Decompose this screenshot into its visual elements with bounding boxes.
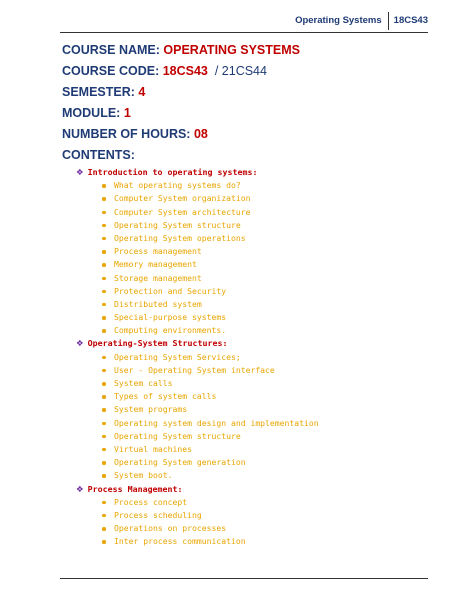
bullet-icon: [102, 461, 106, 465]
header-title: Operating Systems: [295, 15, 382, 26]
list-item-text: Operating System structure: [114, 430, 241, 441]
section-title: Process Management:: [87, 483, 183, 494]
list-item: [76, 298, 319, 311]
module-label: MODULE:: [62, 106, 124, 120]
hours-row: [62, 124, 300, 145]
semester-value: 4: [138, 85, 146, 99]
list-item: [76, 311, 319, 324]
list-item-text: Operating System operations: [114, 232, 246, 243]
bullet-icon: [102, 237, 106, 241]
module-row: [62, 103, 300, 124]
bullet-icon: [102, 316, 106, 320]
course-name-value: OPERATING SYSTEMS: [163, 43, 300, 57]
list-item-text: Operating System structure: [114, 219, 241, 230]
list-item: [76, 324, 319, 337]
course-code-value: 18CS43: [162, 64, 208, 78]
contents-heading: [62, 145, 300, 166]
bullet-icon: [102, 527, 106, 531]
course-meta: [62, 40, 300, 166]
topic-list: [76, 496, 319, 549]
contents-list: [76, 166, 319, 548]
topic-list: [76, 351, 319, 483]
list-item-text: Operations on processes: [114, 523, 227, 534]
bullet-icon: [102, 514, 106, 518]
bullet-icon: [102, 356, 106, 360]
list-item: [76, 179, 319, 192]
list-item: [76, 522, 319, 535]
list-item-text: Virtual machines: [114, 443, 192, 454]
bullet-icon: [102, 211, 106, 215]
course-name-label: COURSE NAME:: [62, 43, 164, 57]
bullet-icon: [102, 197, 106, 201]
bullet-icon: [102, 263, 106, 267]
list-item: [76, 285, 319, 298]
list-item-text: Computer System organization: [114, 193, 251, 204]
list-item-text: Process concept: [114, 496, 188, 507]
list-item: [76, 364, 319, 377]
list-item-text: Memory management: [114, 259, 197, 270]
course-code-row: [62, 61, 300, 82]
hours-value: 08: [193, 127, 208, 141]
topic-list: [76, 179, 319, 337]
bullet-icon: [102, 250, 106, 254]
section-heading: [76, 483, 319, 496]
list-item: [76, 245, 319, 258]
header-divider: [60, 32, 428, 33]
list-item-text: Operating System Services;: [114, 351, 241, 362]
list-item-text: Operating system design and implementation: [114, 417, 319, 428]
list-item-text: Process scheduling: [114, 509, 202, 520]
bullet-icon: [102, 501, 106, 505]
bullet-icon: [102, 540, 106, 544]
course-code-alt: / 21CS44: [214, 64, 267, 78]
bullet-icon: [102, 395, 106, 399]
list-item-text: User - Operating System interface: [114, 364, 275, 375]
page-header: [295, 12, 428, 30]
semester-row: [62, 82, 300, 103]
header-course-code: 18CS43: [388, 12, 428, 30]
bullet-icon: [102, 382, 106, 386]
list-item: [76, 351, 319, 364]
course-name-row: [62, 40, 300, 61]
list-item: [76, 192, 319, 205]
list-item: [76, 535, 319, 548]
bullet-icon: [102, 422, 106, 426]
diamond-bullet-icon: ❖: [76, 168, 84, 178]
list-item-text: Computer System architecture: [114, 206, 251, 217]
list-item-text: System calls: [114, 378, 173, 388]
hours-label: NUMBER OF HOURS:: [62, 127, 194, 141]
list-item: [76, 496, 319, 509]
list-item-text: System programs: [114, 404, 188, 415]
list-item-text: Distributed system: [114, 298, 202, 309]
list-item: [76, 390, 319, 403]
list-item-text: Operating System generation: [114, 457, 246, 468]
list-item-text: Storage management: [114, 272, 202, 283]
list-item: [76, 417, 319, 430]
list-item: [76, 443, 319, 456]
bullet-icon: [102, 290, 106, 294]
diamond-bullet-icon: ❖: [76, 339, 84, 350]
list-item-text: Special-purpose systems: [114, 312, 227, 323]
list-item: [76, 272, 319, 285]
list-item: [76, 509, 319, 522]
list-item: [76, 258, 319, 271]
bullet-icon: [102, 224, 106, 228]
bullet-icon: [102, 329, 106, 333]
bullet-icon: [102, 474, 106, 478]
bullet-icon: [102, 303, 106, 307]
list-item-text: Process management: [114, 246, 202, 257]
bullet-icon: [102, 408, 106, 412]
bullet-icon: [102, 277, 106, 281]
contents-label: CONTENTS:: [62, 148, 135, 162]
section-title: Introduction to operating systems:: [87, 167, 258, 177]
bullet-icon: [102, 369, 106, 373]
module-value: 1: [123, 106, 131, 120]
bullet-icon: [102, 184, 106, 188]
list-item: [76, 403, 319, 416]
list-item: [76, 232, 319, 245]
section-heading: [76, 337, 319, 350]
bullet-icon: [102, 448, 106, 452]
section-heading: [76, 166, 319, 179]
list-item: [76, 219, 319, 232]
diamond-bullet-icon: ❖: [76, 484, 84, 495]
course-code-label: COURSE CODE:: [62, 64, 163, 78]
list-item-text: Inter process communication: [114, 536, 246, 547]
list-item: [76, 430, 319, 443]
list-item: [76, 206, 319, 219]
list-item: [76, 377, 319, 390]
list-item-text: Types of system calls: [114, 391, 217, 402]
bullet-icon: [102, 435, 106, 439]
section-title: Operating-System Structures:: [87, 338, 228, 349]
list-item-text: System boot.: [114, 470, 173, 481]
footer-divider: [60, 578, 428, 579]
list-item-text: Computing environments.: [114, 325, 227, 336]
list-item: [76, 456, 319, 469]
list-item: [76, 469, 319, 482]
semester-label: SEMESTER:: [62, 85, 139, 99]
list-item-text: What operating systems do?: [114, 180, 241, 191]
list-item-text: Protection and Security: [114, 285, 227, 296]
